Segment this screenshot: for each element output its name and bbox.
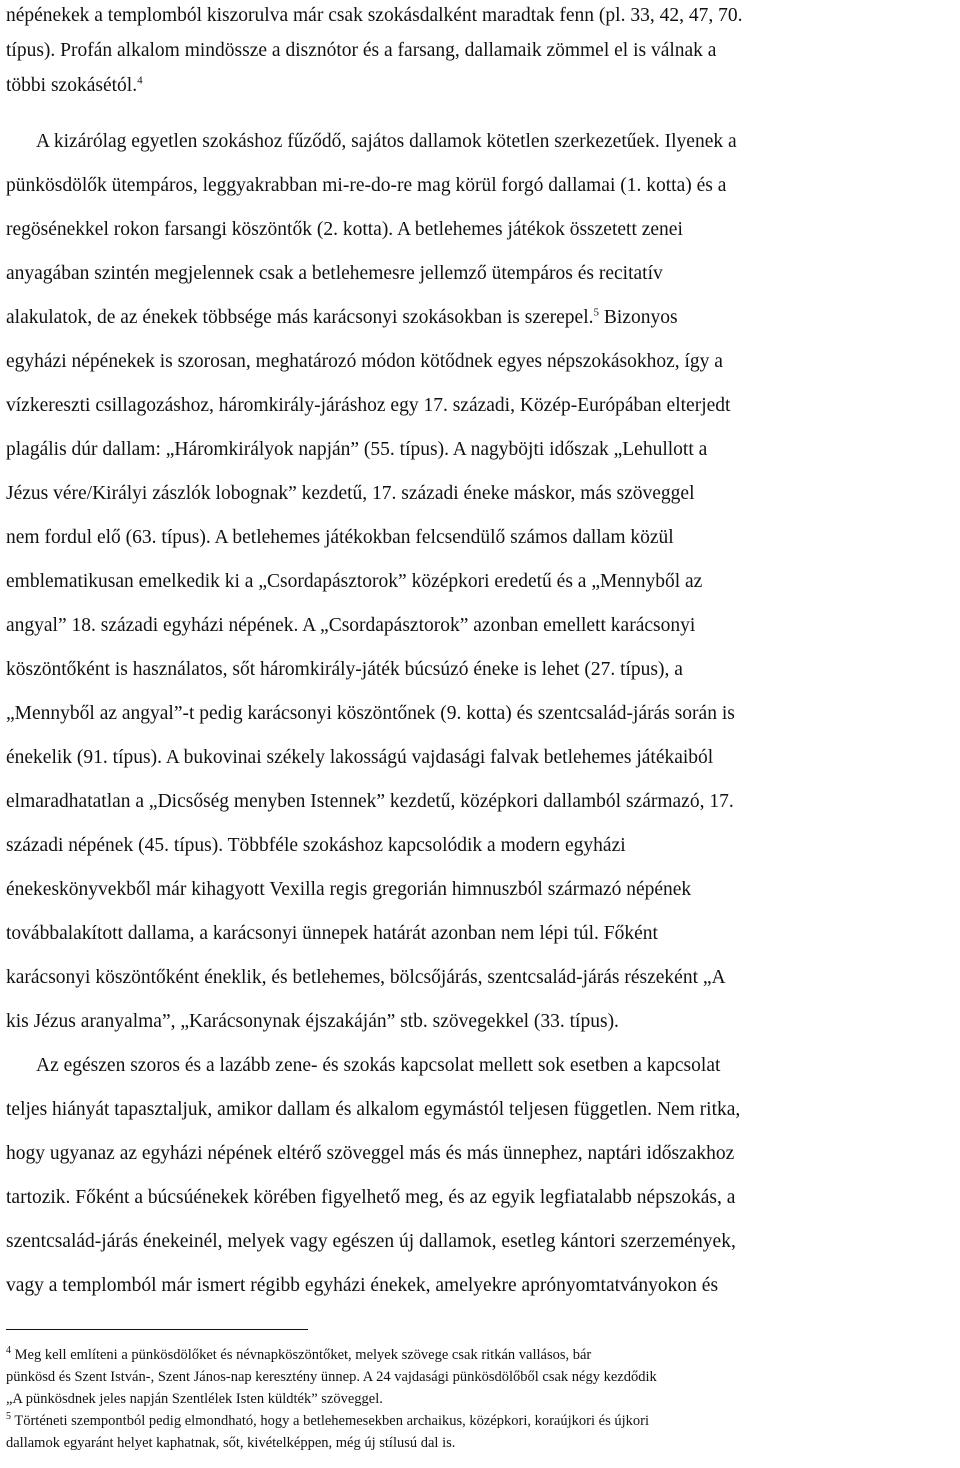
body-line-10: vízkereszti csillagozáshoz, háromkirály-járáshoz egy 17. századi, Közép-Európában elterjedt bbox=[6, 395, 731, 416]
body-line-25: Az egészen szoros és a lazább zene- és szokás kapcsolat mellett sok esetben a kapcsolat bbox=[36, 1055, 721, 1076]
footnote-5-line-1 bbox=[6, 1412, 649, 1430]
body-line-8-tail: Bizonyos bbox=[603, 307, 678, 328]
body-line-2: típus). Profán alkalom mindössze a disznótor és a farsang, dallamaik zömmel el is válnak a bbox=[6, 40, 717, 61]
footnote-separator bbox=[6, 1329, 308, 1330]
footnote-4-number: 4 bbox=[6, 1345, 11, 1357]
body-line-5: pünkösdölők ütempáros, leggyakrabban mi-re-do-re mag körül forgó dallamai (1. kotta) és a bbox=[6, 175, 727, 196]
body-line-4: A kizárólag egyetlen szokáshoz fűződő, sajátos dallamok kötetlen szerkezetűek. Ilyenek a bbox=[36, 131, 737, 152]
body-line-18: énekelik (91. típus). A bukovinai székely lakosságú vajdasági falvak betlehemes játékaiból bbox=[6, 747, 714, 768]
body-line-16: köszöntőként is használatos, sőt háromkirály-játék búcsúzó éneke is lehet (27. típus), a bbox=[6, 659, 683, 680]
body-line-12: Jézus vére/Királyi zászlók lobognak” kezdetű, 17. századi éneke máskor, más szöveggel bbox=[6, 483, 695, 504]
body-line-7: anyagában szintén megjelennek csak a betlehemesre jellemző ütempáros és recitatív bbox=[6, 263, 663, 284]
body-line-28: tartozik. Főként a búcsúénekek körében figyelhető meg, és az egyik legfiatalabb népszokás, a bbox=[6, 1187, 736, 1208]
footnote-4-line-3: „A pünkösdnek jeles napján Szentlélek Isten küldték” szöveggel. bbox=[6, 1391, 383, 1407]
footnote-4-line-2: pünkösd és Szent István-, Szent János-nap keresztény ünnep. A 24 vajdasági pünkösdölőből csak négy kezdődik bbox=[6, 1369, 657, 1385]
body-line-17: „Mennyből az angyal”-t pedig karácsonyi köszöntőnek (9. kotta) és szentcsalád-járás során is bbox=[6, 703, 735, 724]
body-line-15: angyal” 18. századi egyházi népének. A „Csordapásztorok” azonban emellett karácsonyi bbox=[6, 615, 696, 636]
body-line-8 bbox=[6, 306, 678, 330]
body-line-30: vagy a templomból már ismert régibb egyházi énekek, amelyekre aprónyomtatványokon és bbox=[6, 1275, 719, 1296]
body-line-26: teljes hiányát tapasztaljuk, amikor dallam és alkalom egymástól teljesen független. Nem ritka, bbox=[6, 1099, 741, 1120]
body-line-9: egyházi népénekek is szorosan, meghatározó módon kötődnek egyes népszokásokhoz, így a bbox=[6, 351, 723, 372]
body-line-11: plagális dúr dallam: „Háromkirályok napján” (55. típus). A nagyböjti időszak „Lehullott a bbox=[6, 439, 708, 460]
body-line-6: regösénekkel rokon farsangi köszöntők (2. kotta). A betlehemes játékok összetett zenei bbox=[6, 219, 683, 240]
footnote-4-text-1: Meg kell említeni a pünkösdölőket és névnapköszöntőket, melyek szövege csak ritkán vallásos, bár bbox=[14, 1347, 592, 1363]
footnote-5-text-1: Történeti szempontból pedig elmondható, hogy a betlehemesekben archaikus, középkori, koraújkori és újkori bbox=[14, 1413, 649, 1429]
body-line-8-text: alakulatok, de az énekek többsége más karácsonyi szokásokban is szerepel. bbox=[6, 307, 594, 328]
body-line-29: szentcsalád-járás énekeinél, melyek vagy egészen új dallamok, esetleg kántori szerzemények, bbox=[6, 1231, 736, 1252]
body-line-27: hogy ugyanaz az egyházi népének eltérő szöveggel más és más ünnephez, naptári időszakhoz bbox=[6, 1143, 735, 1164]
body-line-1: népénekek a templomból kiszorulva már csak szokásdalként maradtak fenn (pl. 33, 42, 47, 70. bbox=[6, 5, 743, 26]
footnote-5-line-2: dallamok egyaránt helyet kaphatnak, sőt, kivételképpen, még új stílusú dal is. bbox=[6, 1435, 456, 1451]
body-line-19: elmaradhatatlan a „Dicsőség menyben Istennek” kezdetű, középkori dallamból származó, 17. bbox=[6, 791, 734, 812]
body-line-20: századi népének (45. típus). Többféle szokáshoz kapcsolódik a modern egyházi bbox=[6, 835, 626, 856]
footnote-5-number: 5 bbox=[6, 1411, 11, 1423]
footnote-mark-5: 5 bbox=[593, 306, 599, 319]
body-line-14: emblematikusan emelkedik ki a „Csordapásztorok” középkori eredetű és a „Mennyből az bbox=[6, 571, 703, 592]
body-line-23: karácsonyi köszöntőként éneklik, és betlehemes, bölcsőjárás, szentcsalád-járás részeként „A bbox=[6, 967, 726, 988]
body-line-13: nem fordul elő (63. típus). A betlehemes játékokban felcsendülő számos dallam közül bbox=[6, 527, 674, 548]
footnote-mark-4: 4 bbox=[137, 74, 143, 87]
body-line-21: énekeskönyvekből már kihagyott Vexilla regis gregorián himnuszból származó népének bbox=[6, 879, 692, 900]
footnote-4-line-1 bbox=[6, 1346, 591, 1364]
body-line-3 bbox=[6, 74, 143, 98]
body-line-3-text: többi szokásétól. bbox=[6, 75, 138, 96]
body-line-24: kis Jézus aranyalma”, „Karácsonynak éjszakáján” stb. szövegekkel (33. típus). bbox=[6, 1011, 619, 1032]
body-line-22: továbbalakított dallama, a karácsonyi ünnepek határát azonban nem lépi túl. Főként bbox=[6, 923, 658, 944]
